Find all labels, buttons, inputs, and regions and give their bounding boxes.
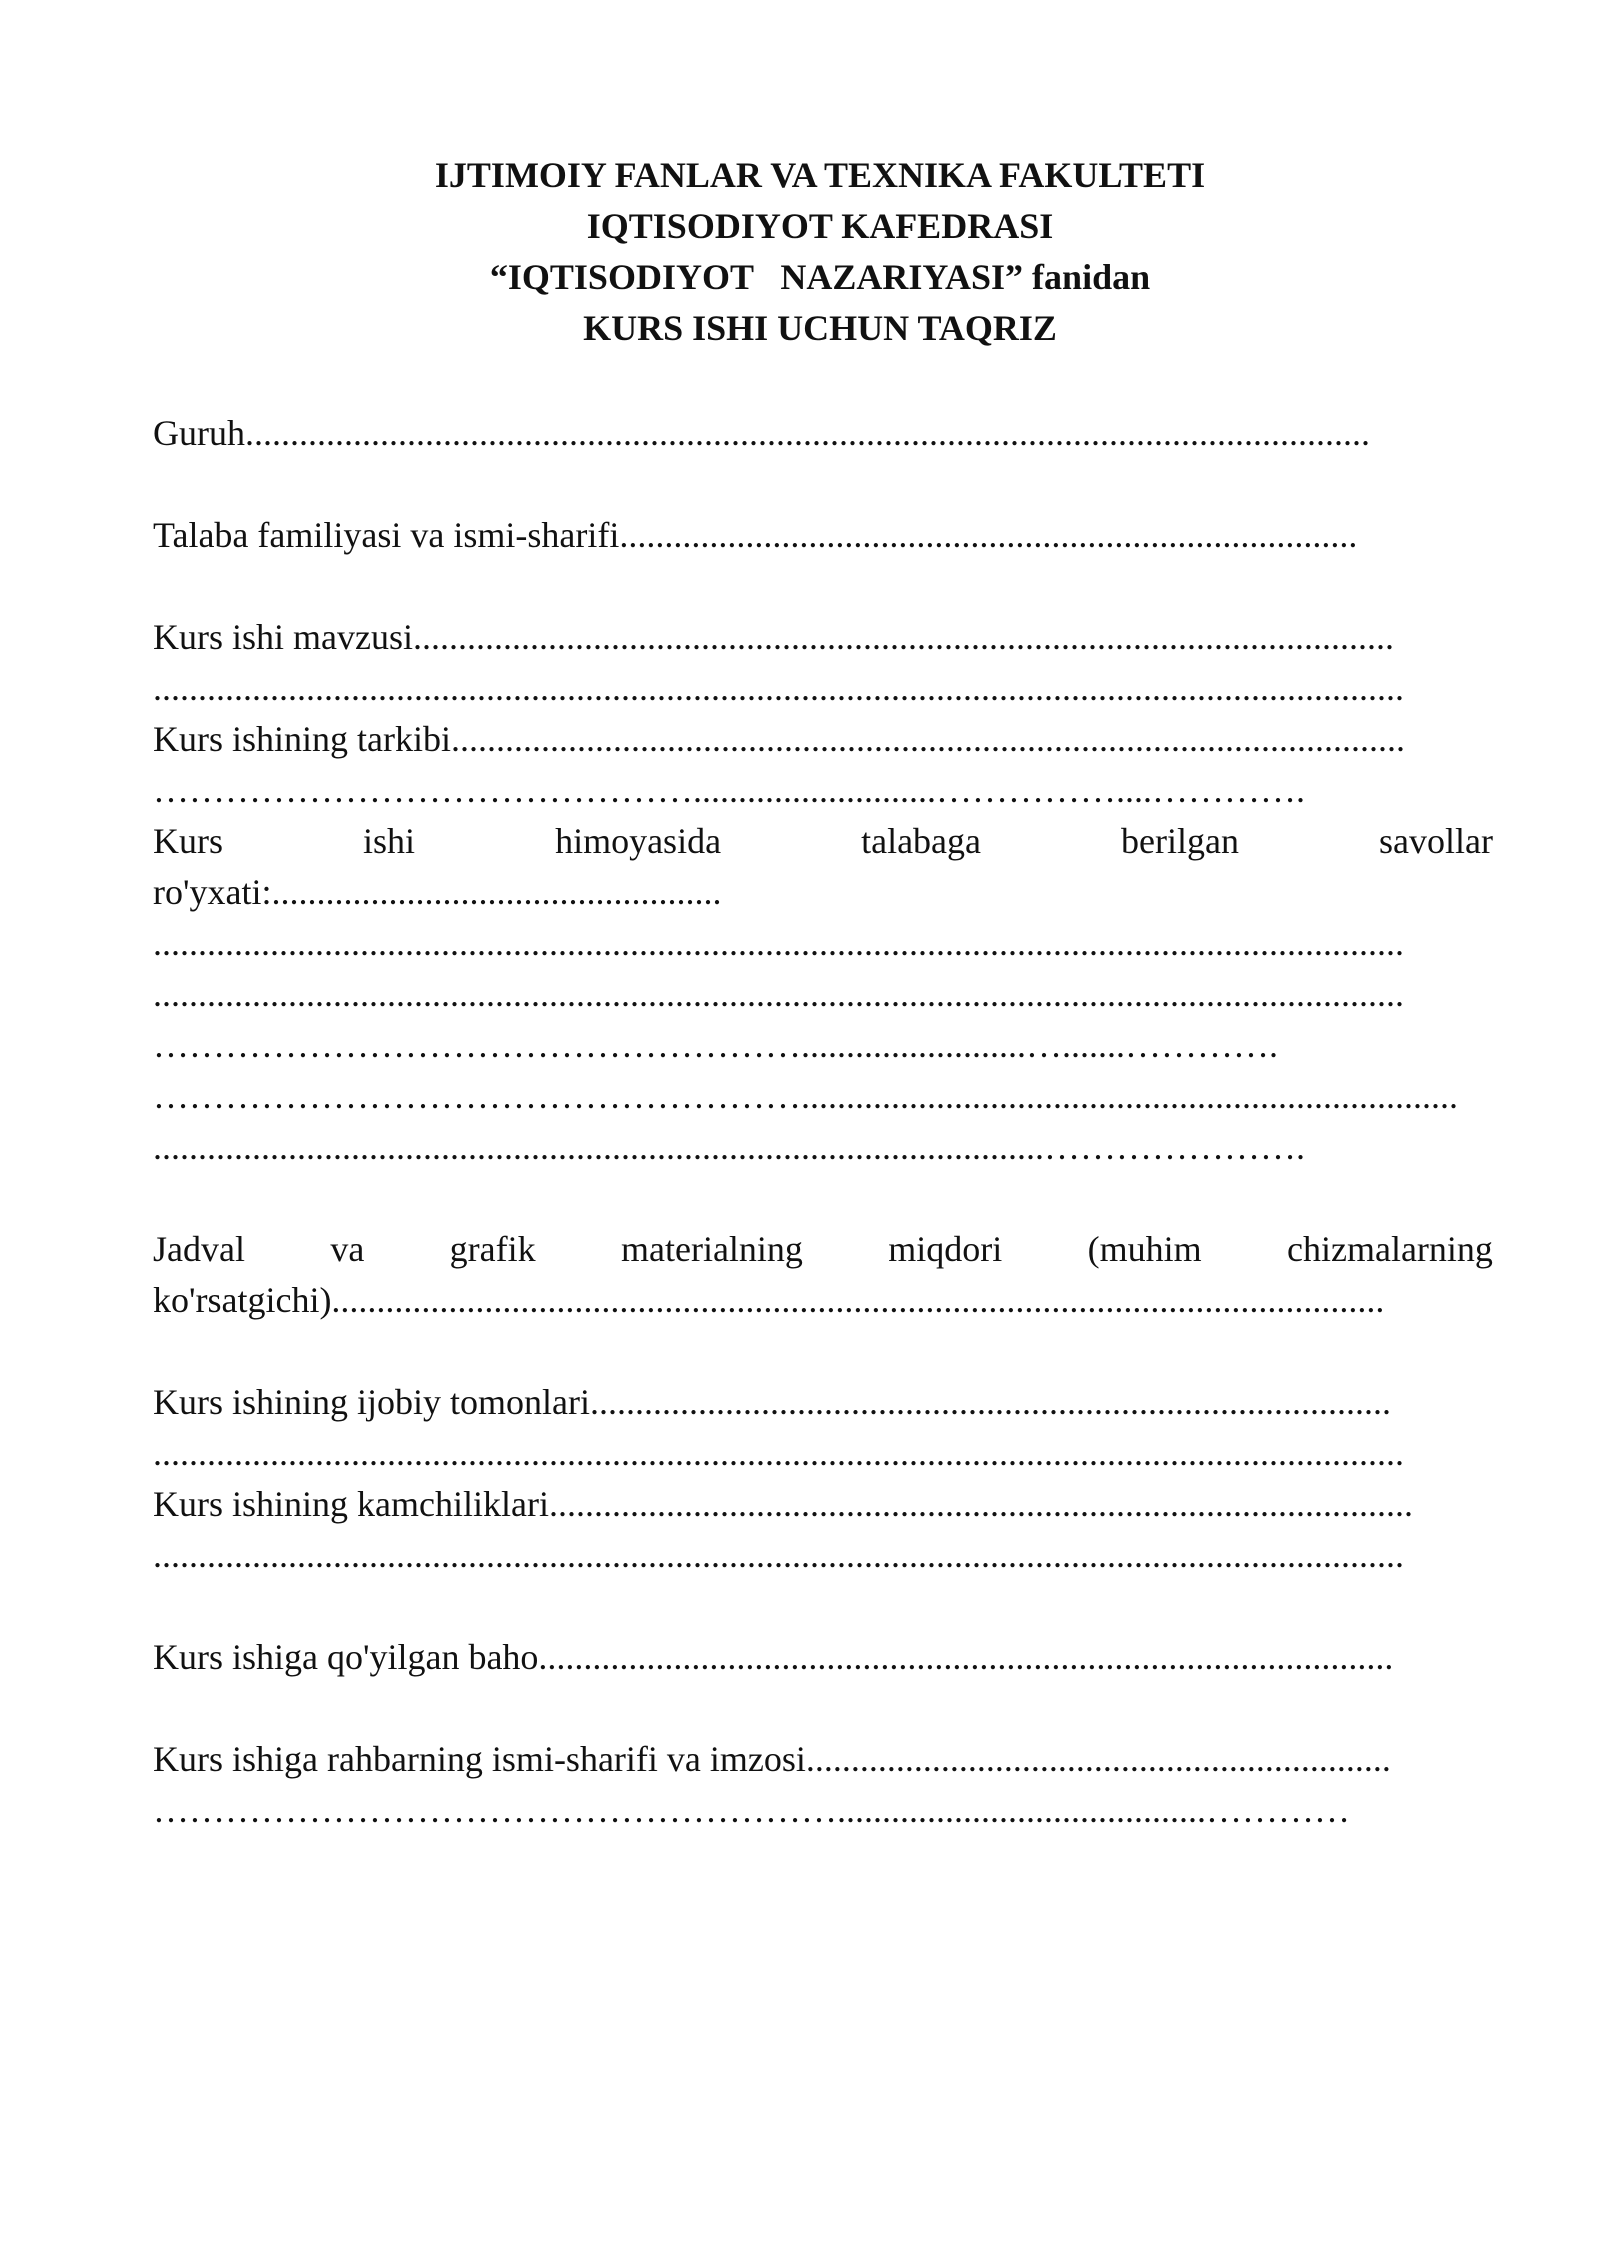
tables-graphs-field-continuation: ko'rsatgichi)..................................................................................................................... (153, 1280, 1385, 1320)
questions-word: Kurs (153, 821, 223, 861)
questions-word: talabaga (861, 821, 982, 861)
topic-field-continuation: ........................................................................................................................................... (153, 668, 1404, 708)
questions-word: ishi (363, 821, 416, 861)
questions-field-continuation: ro'yxati:.................................................. (153, 872, 722, 912)
group-field: Guruh............................................................................................................................. (153, 413, 1370, 453)
strengths-field: Kurs ishining ijobiy tomonlari......................................................................................... (153, 1382, 1391, 1422)
questions-word: berilgan (1121, 821, 1239, 861)
tables-graphs-field (153, 1224, 1493, 1275)
tables-graphs-word: grafik (449, 1229, 536, 1269)
questions-blank-line: ........................................................................................................................................... (153, 974, 1404, 1014)
tables-graphs-word: chizmalarning (1287, 1229, 1493, 1269)
questions-word: himoyasida (555, 821, 722, 861)
tables-graphs-word: (muhim (1087, 1229, 1202, 1269)
subject-title: “IQTISODIYOT NAZARIYASI” fanidan (489, 257, 1151, 297)
tables-graphs-word: miqdori (888, 1229, 1003, 1269)
review-title: KURS ISHI UCHUN TAQRIZ (583, 308, 1057, 348)
questions-word: savollar (1379, 821, 1493, 861)
questions-blank-line: ........................................................................................................................................... (153, 923, 1404, 963)
faculty-title: IJTIMOIY FANLAR VA TEXNIKA FAKULTETI (434, 155, 1206, 195)
student-name-field: Talaba familiyasi va ismi-sharifi.................................................................................. (153, 515, 1358, 555)
topic-field: Kurs ishi mavzusi............................................................................................................. (153, 617, 1394, 657)
supervisor-signature-continuation: ………………………………………………….........................................………… (153, 1790, 1350, 1830)
document-header (0, 150, 1600, 354)
tables-graphs-word: va (330, 1229, 365, 1269)
supervisor-signature-field: Kurs ishiga rahbarning ismi-sharifi va imzosi................................................................. (153, 1739, 1391, 1779)
weaknesses-field-continuation: ........................................................................................................................................... (153, 1535, 1404, 1575)
questions-blank-line: ……………………………………………….........................….......…………. (153, 1025, 1278, 1065)
grade-field: Kurs ishiga qo'yilgan baho............................................................................................... (153, 1637, 1394, 1677)
weaknesses-field: Kurs ishining kamchiliklari................................................................................................ (153, 1484, 1413, 1524)
tables-graphs-word: Jadval (153, 1229, 245, 1269)
structure-field-continuation: ………………………………………...........................……………....…………. (153, 770, 1305, 810)
questions-blank-line: ...................................................................................................…………………. (153, 1127, 1305, 1167)
strengths-field-continuation: ........................................................................................................................................... (153, 1433, 1404, 1473)
structure-field: Kurs ishining tarkibi.......................................................................................................... (153, 719, 1405, 759)
questions-blank-line: ………………………………………………......................................................................... (153, 1076, 1458, 1116)
questions-field (153, 816, 1493, 867)
department-title: IQTISODIYOT KAFEDRASI (586, 206, 1054, 246)
tables-graphs-word: materialning (621, 1229, 803, 1269)
